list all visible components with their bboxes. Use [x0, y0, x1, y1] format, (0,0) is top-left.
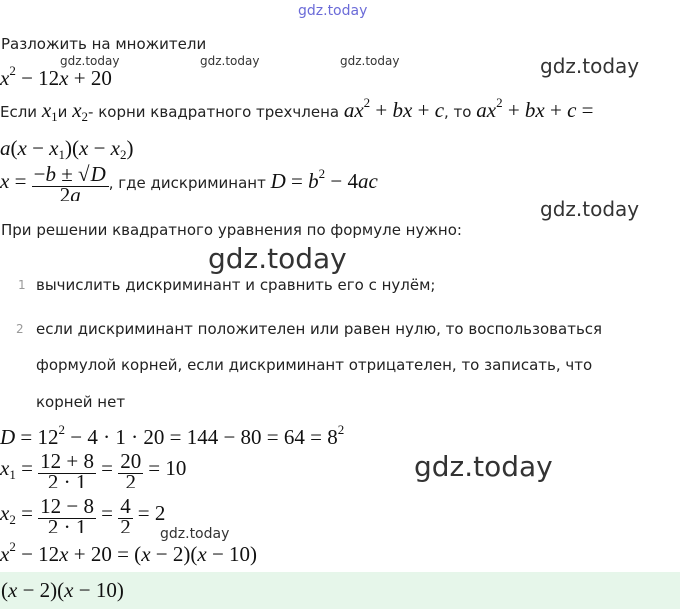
watermark-small-2: gdz.today	[200, 54, 260, 68]
discriminant-label: , где дискриминант	[108, 174, 271, 192]
x2-line: $x_2$ = $\frac{12 - 8}{2 \cdot 1}$ = $\frac{4}{2}$ = 2	[0, 496, 166, 533]
watermark-small-3: gdz.today	[340, 54, 400, 68]
step-number-2: 2	[16, 322, 24, 336]
watermark-right-1: gdz.today	[540, 54, 640, 78]
method-intro: При решении квадратного уравнения по формуле нужно:	[1, 221, 462, 239]
step-text-2-line-2: формулой корней, если дискриминант отрицателен, то записать, что	[36, 356, 593, 374]
theory-line-1: Если $x_1и$ $x_2-$ корни квадратного трехчлена $ax^2$ + bx + c, то $ax^2$ + bx + c =	[0, 95, 594, 124]
theory-text-and: и	[57, 103, 73, 121]
factored-result: $x^2 - 12x + 20 = (x - 2)(x - 10)$	[0, 539, 258, 566]
watermark-right-big: gdz.today	[414, 450, 553, 483]
step-text-1: вычислить дискриминант и сравнить его с нулём;	[36, 276, 436, 294]
step-text-2-line-3: корней нет	[36, 393, 126, 411]
step-text-2-line-1: если дискриминант положителен или равен нулю, то воспользоваться	[36, 320, 603, 338]
x2-result: = 2	[137, 501, 166, 525]
task-expression: $x^2 - 12x + 20$	[0, 63, 112, 90]
x1-result: = 10	[148, 456, 187, 480]
x2-fraction-1: $\frac{12 - 8}{2 \cdot 1}$	[40, 496, 95, 533]
x1-fraction-1: $\frac{12 + 8}{2 \cdot 1}$	[40, 451, 95, 488]
x1-fraction-2: $\frac{20}{2}$	[120, 451, 142, 488]
theory-text-if: Если	[0, 103, 42, 121]
header-watermark: gdz.today	[298, 3, 368, 19]
theory-line-2: $a(x - x_1)(x - x_2)$	[0, 136, 134, 162]
theory-text-roots: - корни квадратного трехчлена	[88, 103, 344, 121]
x1-line: $x_1$ = $\frac{12 + 8}{2 \cdot 1}$ = $\frac{20}{2}$ = 10	[0, 451, 187, 488]
theory-text-then: , то	[444, 103, 477, 121]
watermark-center-big: gdz.today	[208, 242, 347, 275]
step-number-1: 1	[18, 278, 26, 292]
watermark-right-2: gdz.today	[540, 197, 640, 221]
watermark-inline-small: gdz.today	[160, 526, 230, 542]
watermark-small-1: gdz.today	[60, 54, 120, 68]
x2-fraction-2: $\frac{4}{2}$	[120, 496, 131, 533]
answer-text: (x − 2)(x − 10)	[1, 578, 124, 602]
root-formula-line: x = $\frac{-b \pm √D}{2a}$ , где дискриминант $D = b^2 - 4ac$	[0, 164, 378, 212]
discriminant-computation: $D = 12^2 - 4 \cdot 1 \cdot 20 = 144 - 80 = 64 = 8^2$	[0, 422, 345, 449]
root-formula-fraction: $\frac{-b \pm √D}{2a}$	[32, 164, 109, 201]
task-title: Разложить на множители	[1, 35, 207, 53]
